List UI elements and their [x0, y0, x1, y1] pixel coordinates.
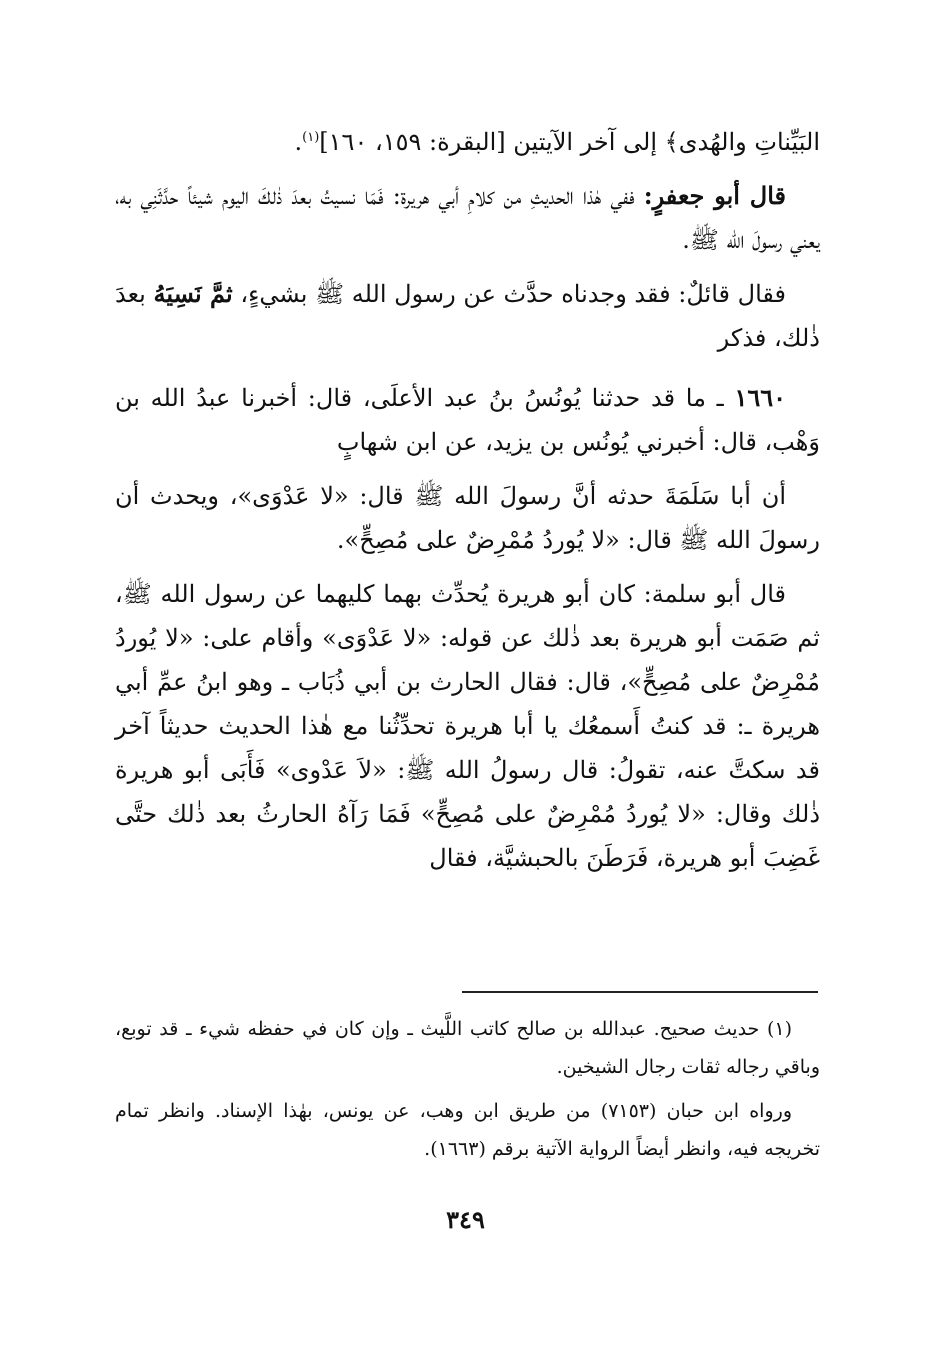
verse-end-period: . — [294, 128, 303, 156]
footnote-ref: (١) — [302, 130, 320, 145]
paragraph-text: أن أبا سَلَمَةَ حدثه أنَّ رسولَ الله ﷺ قال: «لا عَدْوَى»، ويحدث أن رسولَ الله ﷺ قال: «لا يُوردُ مُمْرِضٌ على مُصِحٍّ». — [115, 482, 820, 554]
paragraph-narration — [115, 572, 820, 880]
paragraph-abu-jafar — [115, 174, 820, 262]
paragraph-objection — [115, 272, 820, 360]
paragraph-hadith-1660 — [115, 376, 820, 464]
emphasis-text: ثمَّ نَسِيَهُ — [153, 279, 233, 308]
paragraph-abu-salama — [115, 474, 820, 562]
speaker-label: قال أبو جعفرٍ: — [643, 181, 786, 210]
main-text — [115, 120, 820, 880]
footnote-2: ورواه ابن حبان (٧١٥٣) من طريق ابن وهب، عن يونس، بهٰذا الإسناد. وانظر تمام تخريجه فيه، وانظر أيضاً الرواية الآتية برقم (١٦٦٣). — [115, 1100, 820, 1160]
paragraph-text: فقال قائلٌ: فقد وجدناه حدَّث عن رسول الله ﷺ بشيءٍ، — [232, 280, 786, 308]
footnotes — [115, 1010, 820, 1168]
footnote-1: (١) حديث صحيح. عبدالله بن صالح كاتب اللَّيث ـ وإن كان في حفظه شيء ـ قد توبع، وباقي رجاله ثقات رجال الشيخين. — [115, 1018, 820, 1078]
paragraph-text: قال أبو سلمة: كان أبو هريرة يُحدِّث بهما كليهما عن رسول الله ﷺ، ثم صَمَت أبو هريرة بعد ذٰلك عن قوله: «لا عَدْوَى» وأقام على: «لا يُوردُ مُمْرِضٌ على مُصِحٍّ»، قال: فقال الحارث بن أبي ذُبَاب ـ وهو ابنُ عمِّ أبي هريرة ـ: قد كنتُ أَسمعُك يا أبا هريرة تحدِّثُنا مع هٰذا الحديث حديثاً آخر قد سكتَّ عنه، تقولُ: قال رسولُ الله ﷺ: «لاَ عَدْوى» فَأَبَى أبو هريرة ذٰلك وقال: «لا يُوردُ مُمْرِضٌ على مُصِحٍّ» فَمَا رَآهُ الحارثُ بعد ذٰلك حتَّى غَضِبَ أبو هريرة، فَرَطَنَ بالحبشيَّة، فقال — [115, 580, 820, 872]
page-number: ٣٤٩ — [446, 1205, 485, 1234]
verse-end-text: البَيِّناتِ والهُدى﴾ إلى آخر الآيتين [البقرة: ١٥٩، ١٦٠] — [319, 128, 820, 156]
hadith-number: ١٦٦٠ — [734, 383, 786, 412]
paragraph-verse-end — [115, 120, 820, 164]
isnad-text: ـ ما قد حدثنا يُونُسُ بنُ عبد الأعلَى، قال: أخبرنا عبدُ الله بن وَهْب، قال: أخبرني يُونُس بن يزيد، عن ابن شهابٍ — [115, 384, 820, 456]
paragraph-text: ففي هٰذا الحديثِ من كلامِ أبي هريرة: فَمَا نسيتُ بعدَ ذٰلكَ اليوم شيئاً حدَّثَنِي به، يعني رسولَ الله ﷺ. — [115, 182, 820, 254]
paragraph-tail: بعدَ ذٰلك، فذكر — [115, 280, 820, 352]
footnote-divider — [462, 991, 818, 993]
